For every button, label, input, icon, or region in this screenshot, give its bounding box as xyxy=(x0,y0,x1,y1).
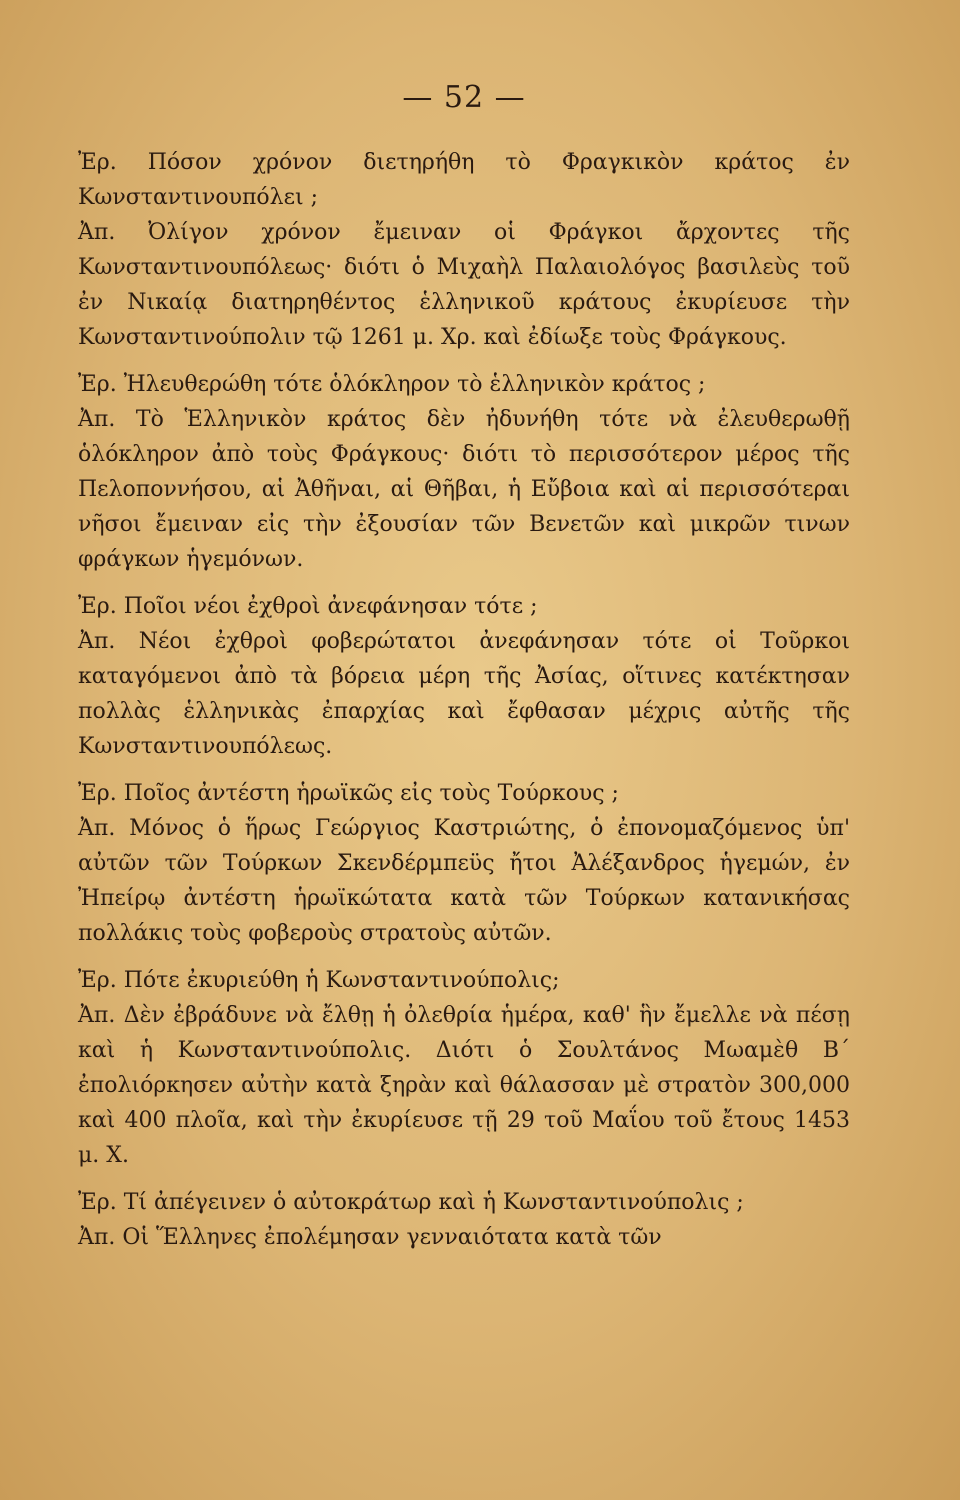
question-label: Ἐρ. xyxy=(78,781,117,806)
answer-label: Ἀπ. xyxy=(78,220,116,245)
question-label: Ἐρ. xyxy=(78,372,117,397)
question-text: Πόσον χρόνον διετηρήθη τὸ Φραγκικὸν κράτος ἐν Κωνσταντινουπόλει ; xyxy=(78,150,850,210)
question-text: Ποῖος ἀντέστη ἡρωϊκῶς εἰς τοὺς Τούρκους ; xyxy=(123,781,619,806)
question-paragraph xyxy=(78,589,850,624)
answer-label: Ἀπ. xyxy=(78,629,116,654)
question-text: Ἠλευθερώθη τότε ὁλόκληρον τὸ ἑλληνικὸν κράτος ; xyxy=(123,372,706,397)
answer-text: Νέοι ἐχθροὶ φοβερώτατοι ἀνεφάνησαν τότε οἱ Τοῦρκοι καταγόμενοι ἀπὸ τὰ βόρεια μέρη τῆς Ἀσίας, οἵτινες κατέκτησαν πολλὰς ἑλληνικὰς ἐπαρχίας καὶ ἔφθασαν μέχρις αὐτῆς τῆς Κωνσταντινουπόλεως. xyxy=(78,629,850,759)
answer-text: Ὀλίγον χρόνον ἔμειναν οἱ Φράγκοι ἄρχοντες τῆς Κωνσταντινουπόλεως· διότι ὁ Μιχαὴλ Παλαιολόγος βασιλεὺς τοῦ ἐν Νικαίᾳ διατηρηθέντος ἑλληνικοῦ κράτους ἐκυρίευσε τὴν Κωνσταντινούπολιν τῷ 1261 μ. Χρ. καὶ ἐδίωξε τοὺς Φράγκους. xyxy=(78,220,850,350)
qa-entry xyxy=(78,963,850,1173)
qa-entry xyxy=(78,776,850,951)
qa-entry xyxy=(78,145,850,355)
answer-paragraph xyxy=(78,1220,850,1255)
question-paragraph xyxy=(78,1185,850,1220)
question-paragraph xyxy=(78,367,850,402)
question-label: Ἐρ. xyxy=(78,1190,117,1215)
qa-entry xyxy=(78,589,850,764)
answer-paragraph xyxy=(78,811,850,951)
question-text: Πότε ἐκυριεύθη ἡ Κωνσταντινούπολις; xyxy=(123,968,560,993)
question-paragraph xyxy=(78,963,850,998)
answer-paragraph xyxy=(78,624,850,764)
answer-label: Ἀπ. xyxy=(78,1225,116,1250)
answer-text: Τὸ Ἑλληνικὸν κράτος δὲν ἠδυνήθη τότε νὰ ἐλευθερωθῇ ὁλόκληρον ἀπὸ τοὺς Φράγκους· διότι τὸ περισσότερον μέρος τῆς Πελοποννήσου, αἱ Ἀθῆναι, αἱ Θῆβαι, ἡ Εὔβοια καὶ αἱ περισσότεραι νῆσοι ἔμειναν εἰς τὴν ἐξουσίαν τῶν Βενετῶν καὶ μικρῶν τινων φράγκων ἡγεμόνων. xyxy=(78,407,850,572)
answer-paragraph xyxy=(78,998,850,1173)
answer-text: Δὲν ἐβράδυνε νὰ ἔλθῃ ἡ ὀλεθρία ἡμέρα, καθ' ἣν ἔμελλε νὰ πέσῃ καὶ ἡ Κωνσταντινούπολις. Διότι ὁ Σουλτάνος Μωαμὲθ Β΄ ἐπολιόρκησεν αὐτὴν κατὰ ξηρὰν καὶ θάλασσαν μὲ στρατὸν 300,000 καὶ 400 πλοῖα, καὶ τὴν ἐκυρίευσε τῇ 29 τοῦ Μαΐου τοῦ ἔτους 1453 μ. Χ. xyxy=(78,1003,850,1168)
question-text: Τί ἀπέγεινεν ὁ αὐτοκράτωρ καὶ ἡ Κωνσταντινούπολις ; xyxy=(123,1190,744,1215)
question-label: Ἐρ. xyxy=(78,150,117,175)
answer-paragraph xyxy=(78,402,850,577)
answer-label: Ἀπ. xyxy=(78,1003,116,1028)
answer-text: Οἱ Ἕλληνες ἐπολέμησαν γενναιότατα κατὰ τῶν xyxy=(122,1225,662,1250)
question-paragraph xyxy=(78,145,850,215)
question-paragraph xyxy=(78,776,850,811)
qa-entry xyxy=(78,1185,850,1255)
question-label: Ἐρ. xyxy=(78,594,117,619)
answer-label: Ἀπ. xyxy=(78,816,116,841)
question-text: Ποῖοι νέοι ἐχθροὶ ἀνεφάνησαν τότε ; xyxy=(123,594,538,619)
answer-text: Μόνος ὁ ἥρως Γεώργιος Καστριώτης, ὁ ἐπονομαζόμενος ὑπ' αὐτῶν τῶν Τούρκων Σκενδέρμπεϋς ἤτοι Ἀλέξανδρος ἡγεμών, ἐν Ἠπείρῳ ἀντέστη ἡρωϊκώτατα κατὰ τῶν Τούρκων κατανικήσας πολλάκις τοὺς φοβεροὺς στρατοὺς αὐτῶν. xyxy=(78,816,850,946)
answer-paragraph xyxy=(78,215,850,355)
page-number: — 52 — xyxy=(402,80,526,115)
qa-entry xyxy=(78,367,850,577)
answer-label: Ἀπ. xyxy=(78,407,116,432)
question-label: Ἐρ. xyxy=(78,968,117,993)
